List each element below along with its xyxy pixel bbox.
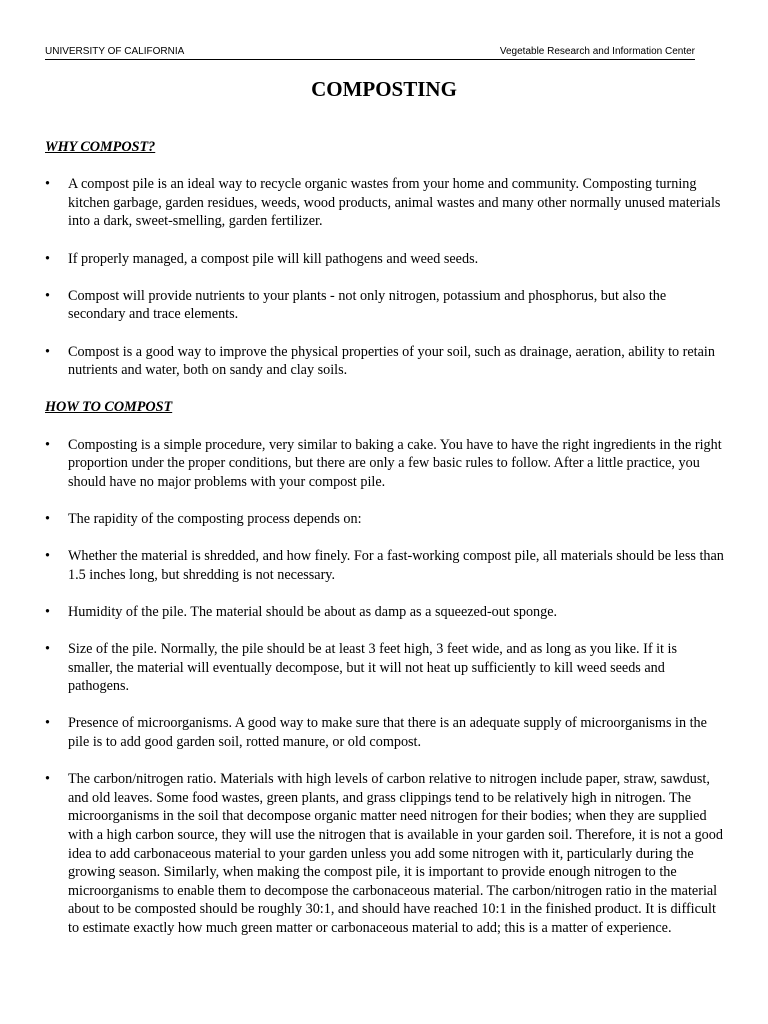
bullet-icon: •: [45, 715, 50, 732]
document-body: [45, 138, 725, 938]
list-item: [45, 436, 725, 492]
list-item-text: Size of the pile. Normally, the pile should be at least 3 feet high, 3 feet wide, and as long as you like. If it is smaller, the material will eventually decompose, but it will not heat up sufficiently to kill weed seeds and pathogens.: [68, 641, 677, 695]
list-item: [45, 547, 725, 584]
list-item: [45, 175, 725, 231]
bullet-icon: •: [45, 510, 50, 527]
section-heading-why-compost: WHY COMPOST?: [45, 139, 156, 155]
list-item-text: If properly managed, a compost pile will kill pathogens and weed seeds.: [68, 250, 479, 267]
header-center-name: Vegetable Research and Information Center: [499, 46, 695, 57]
bullet-icon: •: [45, 176, 50, 193]
bullet-icon: •: [45, 641, 50, 658]
list-item: [45, 770, 725, 937]
bullet-icon: •: [45, 771, 50, 788]
section-how-to-compost: [45, 398, 725, 937]
list-item: [45, 343, 725, 380]
bullet-icon: •: [45, 603, 50, 620]
list-item: [45, 640, 725, 696]
list-item-text: Compost will provide nutrients to your plants - not only nitrogen, potassium and phosphorus, but also the secondary and trace elements.: [68, 287, 667, 323]
list-item: [45, 250, 725, 269]
why-compost-list: [45, 175, 725, 380]
list-item: [45, 510, 725, 529]
how-to-compost-list: [45, 436, 725, 938]
header-institution: UNIVERSITY OF CALIFORNIA: [45, 46, 185, 57]
section-heading-how-to-compost: HOW TO COMPOST: [45, 399, 173, 416]
list-item-text: Presence of microorganisms. A good way to make sure that there is an adequate supply of microorganisms in the pile is to add good garden soil, rotted manure, or old compost.: [68, 715, 707, 750]
bullet-icon: •: [45, 287, 50, 304]
page-header: [45, 45, 695, 60]
bullet-icon: •: [45, 343, 50, 360]
list-item: [45, 714, 725, 751]
list-item-text: Composting is a simple procedure, very similar to baking a cake. You have to have the right ingredients in the right proportion under the proper conditions, but there are only a few basic rules to follow. After a little practice, you should have no major problems with your compost pile.: [68, 436, 722, 490]
list-item-text: Compost is a good way to improve the physical properties of your soil, such as drainage, aeration, ability to retain nutrients and water, both on sandy and clay soils.: [68, 343, 715, 379]
section-why-compost: [45, 138, 725, 380]
list-item: [45, 287, 725, 324]
list-item: [45, 603, 725, 622]
document-title: COMPOSTING: [311, 77, 457, 101]
list-item-text: The carbon/nitrogen ratio. Materials with high levels of carbon relative to nitrogen include paper, straw, sawdust, and old leaves. Some food wastes, green plants, and grass clippings tend to be relatively high in nitrogen. The microorganisms in the soil that decompose organic matter need nitrogen for their bodies; when they are supplied with a high carbon source, they will use the nitrogen that is available in your garden soil. Therefore, it is not a good idea to add carbonaceous material to your garden unless you add some nitrogen with it, particularly during the growing season. Similarly, when making the compost pile, it is important to provide enough nitrogen to the microorganisms to enable them to decompose the carbonaceous material. The carbon/nitrogen ratio in the material about to be composted should be roughly 30:1, and should have reached 10:1 in the finished product. It is difficult to estimate exactly how much green matter or carbonaceous material to add; this is a matter of experience.: [68, 771, 723, 936]
bullet-icon: •: [45, 548, 50, 565]
bullet-icon: •: [45, 250, 50, 267]
bullet-icon: •: [45, 436, 50, 453]
list-item-text: Humidity of the pile. The material should be about as damp as a squeezed-out sponge.: [68, 603, 558, 620]
list-item-text: The rapidity of the composting process depends on:: [68, 510, 362, 527]
list-item-text: Whether the material is shredded, and how finely. For a fast-working compost pile, all materials should be less than 1.5 inches long, but shredding is not necessary.: [68, 548, 724, 583]
list-item-text: A compost pile is an ideal way to recycle organic wastes from your home and community. Composting turning kitchen garbage, garden residues, weeds, wood products, animal wastes and many other normally unused materials into a dark, sweet-smelling, garden fertilizer.: [68, 176, 721, 230]
